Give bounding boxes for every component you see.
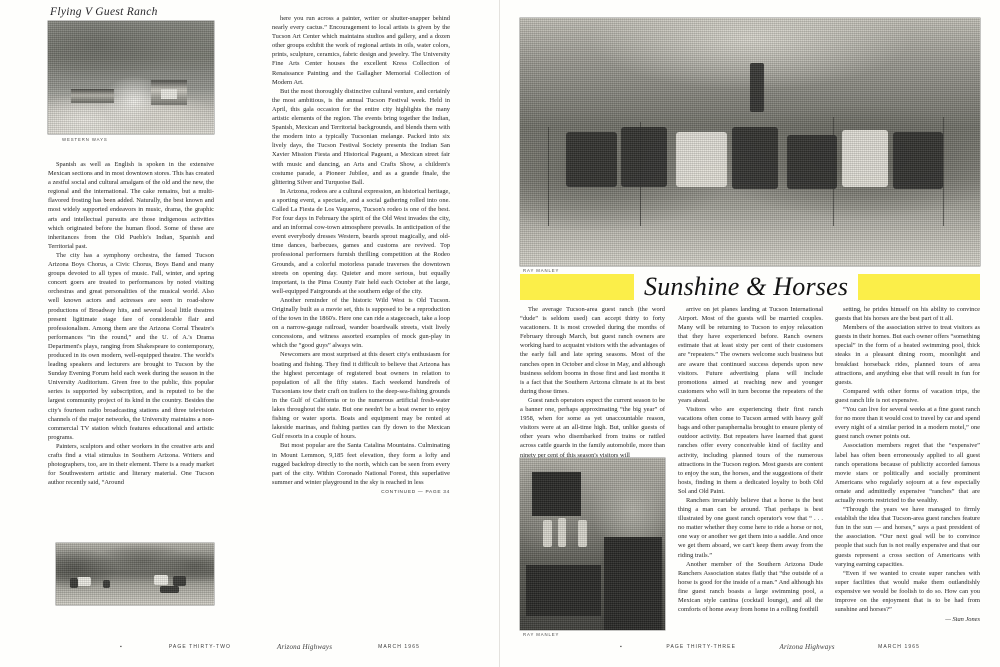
- horses-pasture-photo: [56, 543, 214, 605]
- paragraph: In Arizona, rodeos are a cultural expression, an historical heritage, a sporting event, a spectacle, and a social gathering rolled into one. Called La Fiesta de Los Vaqueros, Tucson's rodeo is one of the best. For four days in February the spirit of the Old West invades the city, and an informal cow-town atmosphere prevails. In anticipation of the event everybody dresses Western, beards sprout magically, and old-time dances, barbecues, games and customs are revived. Top professional performers furnish thrilling competition at the Rodeo Grounds, and a colorful motorless parade traverses the downtown streets on opening day. Quieter and more serious, but equally important, is the Pima County Fair held each October at the large, well-equipped Fairgrounds at the southern edge of the city.: [272, 187, 450, 295]
- paragraph: Association members regret that the “expensive” label has often been erroneously applied to all guest ranch operations because of publicity accorded famous movie stars or politically and socially prominent Americans who regularly sojourn at a few especially ornate and admittedly expensive “ranches” that are actually resorts restricted to the wealthy.: [835, 442, 980, 504]
- author-signature: — Stan Jones: [945, 616, 980, 624]
- paragraph: Another reminder of the historic Wild West is Old Tucson. Originally built as a movie set, this is supposed to be a reproduction of the town in the 1860's. Here one can ride a stagecoach, take a loop on a narrow-gauge railroad, wander boardwalk streets, visit lively concessions, and witness assorted examples of mock gun-play in which the “good guys” always win.: [272, 296, 450, 350]
- paragraph: here you run across a painter, writer or shutter-snapper behind nearly every cactus.” Encouragement to local artists is given by the Tucson Art Center which maintains studios and gallery, and a dozen other groups exhibit the work of regional artists in oils, water colors, prints, sculpture, ceramics, fabric design and jewelry. The University Fine Arts Center houses the excellent Kress Collection of Renaissance Painting and the Gallagher Memorial Collection of Modern Art.: [272, 15, 450, 86]
- paragraph: “You can live for several weeks at a fine guest ranch for no more than it would cost to travel by car and spend every night of a similar period in a modern motel,” one guest ranch owner points out.: [835, 406, 980, 441]
- paragraph: The city has a symphony orchestra, the famed Tucson Arizona Boys Chorus, a Civic Chorus, Boys Band and many groups devoted to all types of music. Fall, winter, and spring concert goers are treated to performances by noted visiting orchestras and great personalities of the musical world. Also well known actors and actresses are seen in road-show productions of Broadway hits, and several local little theatres present ligitimate stage fare of considerable flair and professionalism. Among them are the Arizona Corral Theatre's performances “in the round,” and the U. of A.'s Drama Department's plays, ranging from Shakespeare to contemporary, produced in its own modern, well-equipped theatre. The world's leading speakers and lecturers are brought to Tucson by the Sunday Evening Forum held each week during the season in the University Auditorium. Given free to the public, this popular series is supported by subscription, and is reputed to be the largest community project of its kind in the country. Besides the city's fourteen radio broadcasting stations and three television channels of the major networks, the University maintains a non-commercial TV station which features educational and artistic programs.: [48, 251, 214, 441]
- footer-page-number: PAGE THIRTY-TWO: [168, 644, 232, 650]
- paragraph: Another member of the Southern Arizona Dude Ranchers Association states flatly that “the outside of a horse is good for the inside of a man.” And although his fine guest ranch boasts a large swimming pool, a Mexican style cantina (cocktail lounge), and all the comforts of home away from home in a rolling foothill: [678, 560, 823, 614]
- paragraph: Visitors who are experiencing their first ranch vacations often come to Tucson armed with heavy golf bags and other paraphernalia brought to ensure plenty of outdoor activity. But repeaters have learned that guest ranches offer every conceivable kind of facility and activity, including planned tours of the numerous attractions in the Tucson region. Most guests are content to enjoy the sun, the horses, and the suggestions of their hosts, finding in them a dedicated loyalty to both Old Sol and Old Paint.: [678, 406, 823, 495]
- footer-issue-date: MARCH 1965: [878, 644, 920, 650]
- left-page-footer: [120, 643, 420, 651]
- halftone-grain: [48, 21, 214, 134]
- paragraph: But the most thoroughly distinctive cultural venture, and certainly the most ambitious, is the annual Tucson Festival week. Held in April, this gala occasion for the entire city highlights the many artistic elements of the region. The events bring together the Indian, Spanish, Mexican and Territorial backgrounds, and blends them with the modern into a typically Tucsonian melange. Packed into six lively days, the Tucson Festival Society presents the Indian San Xavier Mission Fiesta and Historical Pageant, a Mexican street fair with music and dancing, an Arts and Crafts Show, a children's costume parade, a Pioneer Jubilee, and as a grande finale, the glittering Silver and Turquoise Ball.: [272, 87, 450, 186]
- paragraph: Spanish as well as English is spoken in the extensive Mexican sections and in most downtown stores. This has created a zestful social and cultural amalgam of the old and the new, the regional and the international. The cake remains, but a multi-flavored frosting has been added. Naturally, the best known and most widely supported endeavors in music, drama, the graphic arts and intellectual pursuits are those indigenous activities which originated before the human flood. Some of these are inheritances from the Old Pueblo's Indian, Spanish and Territorial past.: [48, 161, 214, 250]
- paragraph: The average Tucson-area guest ranch (the word “dude” is seldom used) can accept thirty to forty vacationers. It is most crowded during the months of February through March, but guest ranch owners are working hard to acquaint visitors with the advantages of the early fall and late spring seasons. Most of the ranches open in October and close in May, and although business seldom booms in those first and last months it is a fact that the Southern Arizona climate is at its best during those times.: [520, 306, 665, 395]
- paragraph: “Through the years we have managed to firmly establish the idea that Tucson-area guest ranches feature fun in the sun — and horses,” says a past president of the association. “Our next goal will be to convince people that such fun is not really expensive and that our guests represent a cross section of Americans with varying earning capacities.: [835, 506, 980, 568]
- halftone-grain: [520, 18, 980, 266]
- headline-text: Sunshine & Horses: [644, 272, 849, 301]
- paragraph: Painters, sculptors and other workers in the creative arts and crafts find a vital stimulus in Southern Arizona. Writers and photographers, too, are in their element. There is a ready market for Southwestern artistic and literary material. One Tucson author recently said, “Around: [48, 442, 214, 487]
- article-headline: [520, 272, 980, 302]
- paragraph: setting, he prides himself on his ability to convince guests that his horses are the best part of it all.: [835, 306, 980, 323]
- right-column-2: [678, 305, 823, 614]
- halftone-grain: [56, 543, 214, 605]
- footer-dot: ▪: [620, 644, 623, 650]
- headline-highlight-left: [520, 274, 634, 300]
- right-page-footer: [620, 643, 920, 651]
- paragraph: Guest ranch operators expect the current season to be a banner one, perhaps approximating “the big year” of 1958, when for some as yet unaccountable reason, visitors were at an all-time high. But, unlike guests of other years who disembarked from trains or rattled across cattle guards in the family automobile, more than ninety per cent of this season's visitors will: [520, 396, 665, 459]
- continued-note: CONTINUED — PAGE 34: [381, 489, 450, 495]
- footer-page-number: PAGE THIRTY-THREE: [666, 644, 737, 650]
- chuckwagon-corral-photo: [520, 458, 665, 630]
- footer-magazine-title: Arizona Highways: [779, 643, 835, 651]
- paragraph: Newcomers are most surprised at this desert city's enthusiasm for boating and fishing. They find it difficult to believe that Arizona has the highest percentage of registered boat owners in relation to population of all the fifty states. Each weekend hundreds of Tucsonians tow their craft on trailers to the deep-sea-fishing grounds in the Gulf of California or to the numerous artificial fresh-water lakes throughout the state. But one needn't be a boat owner to enjoy fishing or water sports. Boats and equipment may be rented at lakeside marinas, and fishing parties can fly down to the Mexican Gulf resorts in a couple of hours.: [272, 351, 450, 441]
- paragraph: Members of the association strive to treat visitors as guests in their homes. But each owner offers “something special” in the form of a heated swimming pool, thick steaks in a pleasant dining room, moonlight and breakfast horseback rides, planned tours of area attractions, and anything else that will result in fun for guests.: [835, 324, 980, 386]
- footer-magazine-title: Arizona Highways: [277, 643, 333, 651]
- paragraph: Ranchers invariably believe that a horse is the best thing a man can be around. That perhaps is best illustrated by one guest ranch operator's vow that “ . . . no matter whether they come here to ride a horse or not, one way or another we get them into a saddle. And once we get them aboard, we can't keep them away from the riding trails.”: [678, 496, 823, 559]
- photo-credit-ray-manley-top: RAY MANLEY: [523, 268, 560, 273]
- footer-issue-date: MARCH 1965: [378, 644, 420, 650]
- wrangler-with-horse-herd-photo: [520, 18, 980, 266]
- photo-credit-western-ways: WESTERN WAYS: [62, 137, 108, 142]
- right-column-1: [520, 305, 665, 460]
- left-column-1: [48, 160, 214, 487]
- right-column-3: [835, 305, 980, 624]
- halftone-grain: [520, 458, 665, 630]
- paragraph: “Even if we wanted to create super ranches with super facilities that would make them outlandishly expensive we would be foolish to do so. How can you improve on the enjoyment that is to be had from sunshine and horses?”: [835, 569, 980, 614]
- paragraph: arrive on jet planes landing at Tucson International Airport. Most of the guests will be married couples. Many will be returning to Tucson to enjoy relaxation that they have experienced before. Ranch owners estimate that at least sixty per cent of their customers are “repeaters.” The owners welcome such business but are aware that continued success depends upon new visitors. Future advertising plans will include promotions aimed at reaching new and younger customers who will in turn become the repeaters of the years ahead.: [678, 306, 823, 404]
- left-column-2: [272, 14, 450, 497]
- headline-highlight-right: [858, 274, 980, 300]
- footer-dot: ▪: [120, 644, 123, 650]
- left-page-kicker: Flying V Guest Ranch: [50, 6, 158, 18]
- flying-v-guest-ranch-photo: [48, 21, 214, 134]
- paragraph: Compared with other forms of vacation trips, the guest ranch life is not expensive.: [835, 387, 980, 404]
- paragraph: But most popular are the Santa Catalina Mountains. Culminating in Mount Lemmon, 9,185 feet elevation, they form a lofty and rugged backdrop directly to the north, which can be seen from every part of the city. Within Coronado National Forest, this superlative summer and winter playground in the sky is reached in less: [272, 442, 450, 486]
- photo-credit-ray-manley-bottom: RAY MANLEY: [523, 632, 560, 637]
- right-page: [500, 0, 1000, 667]
